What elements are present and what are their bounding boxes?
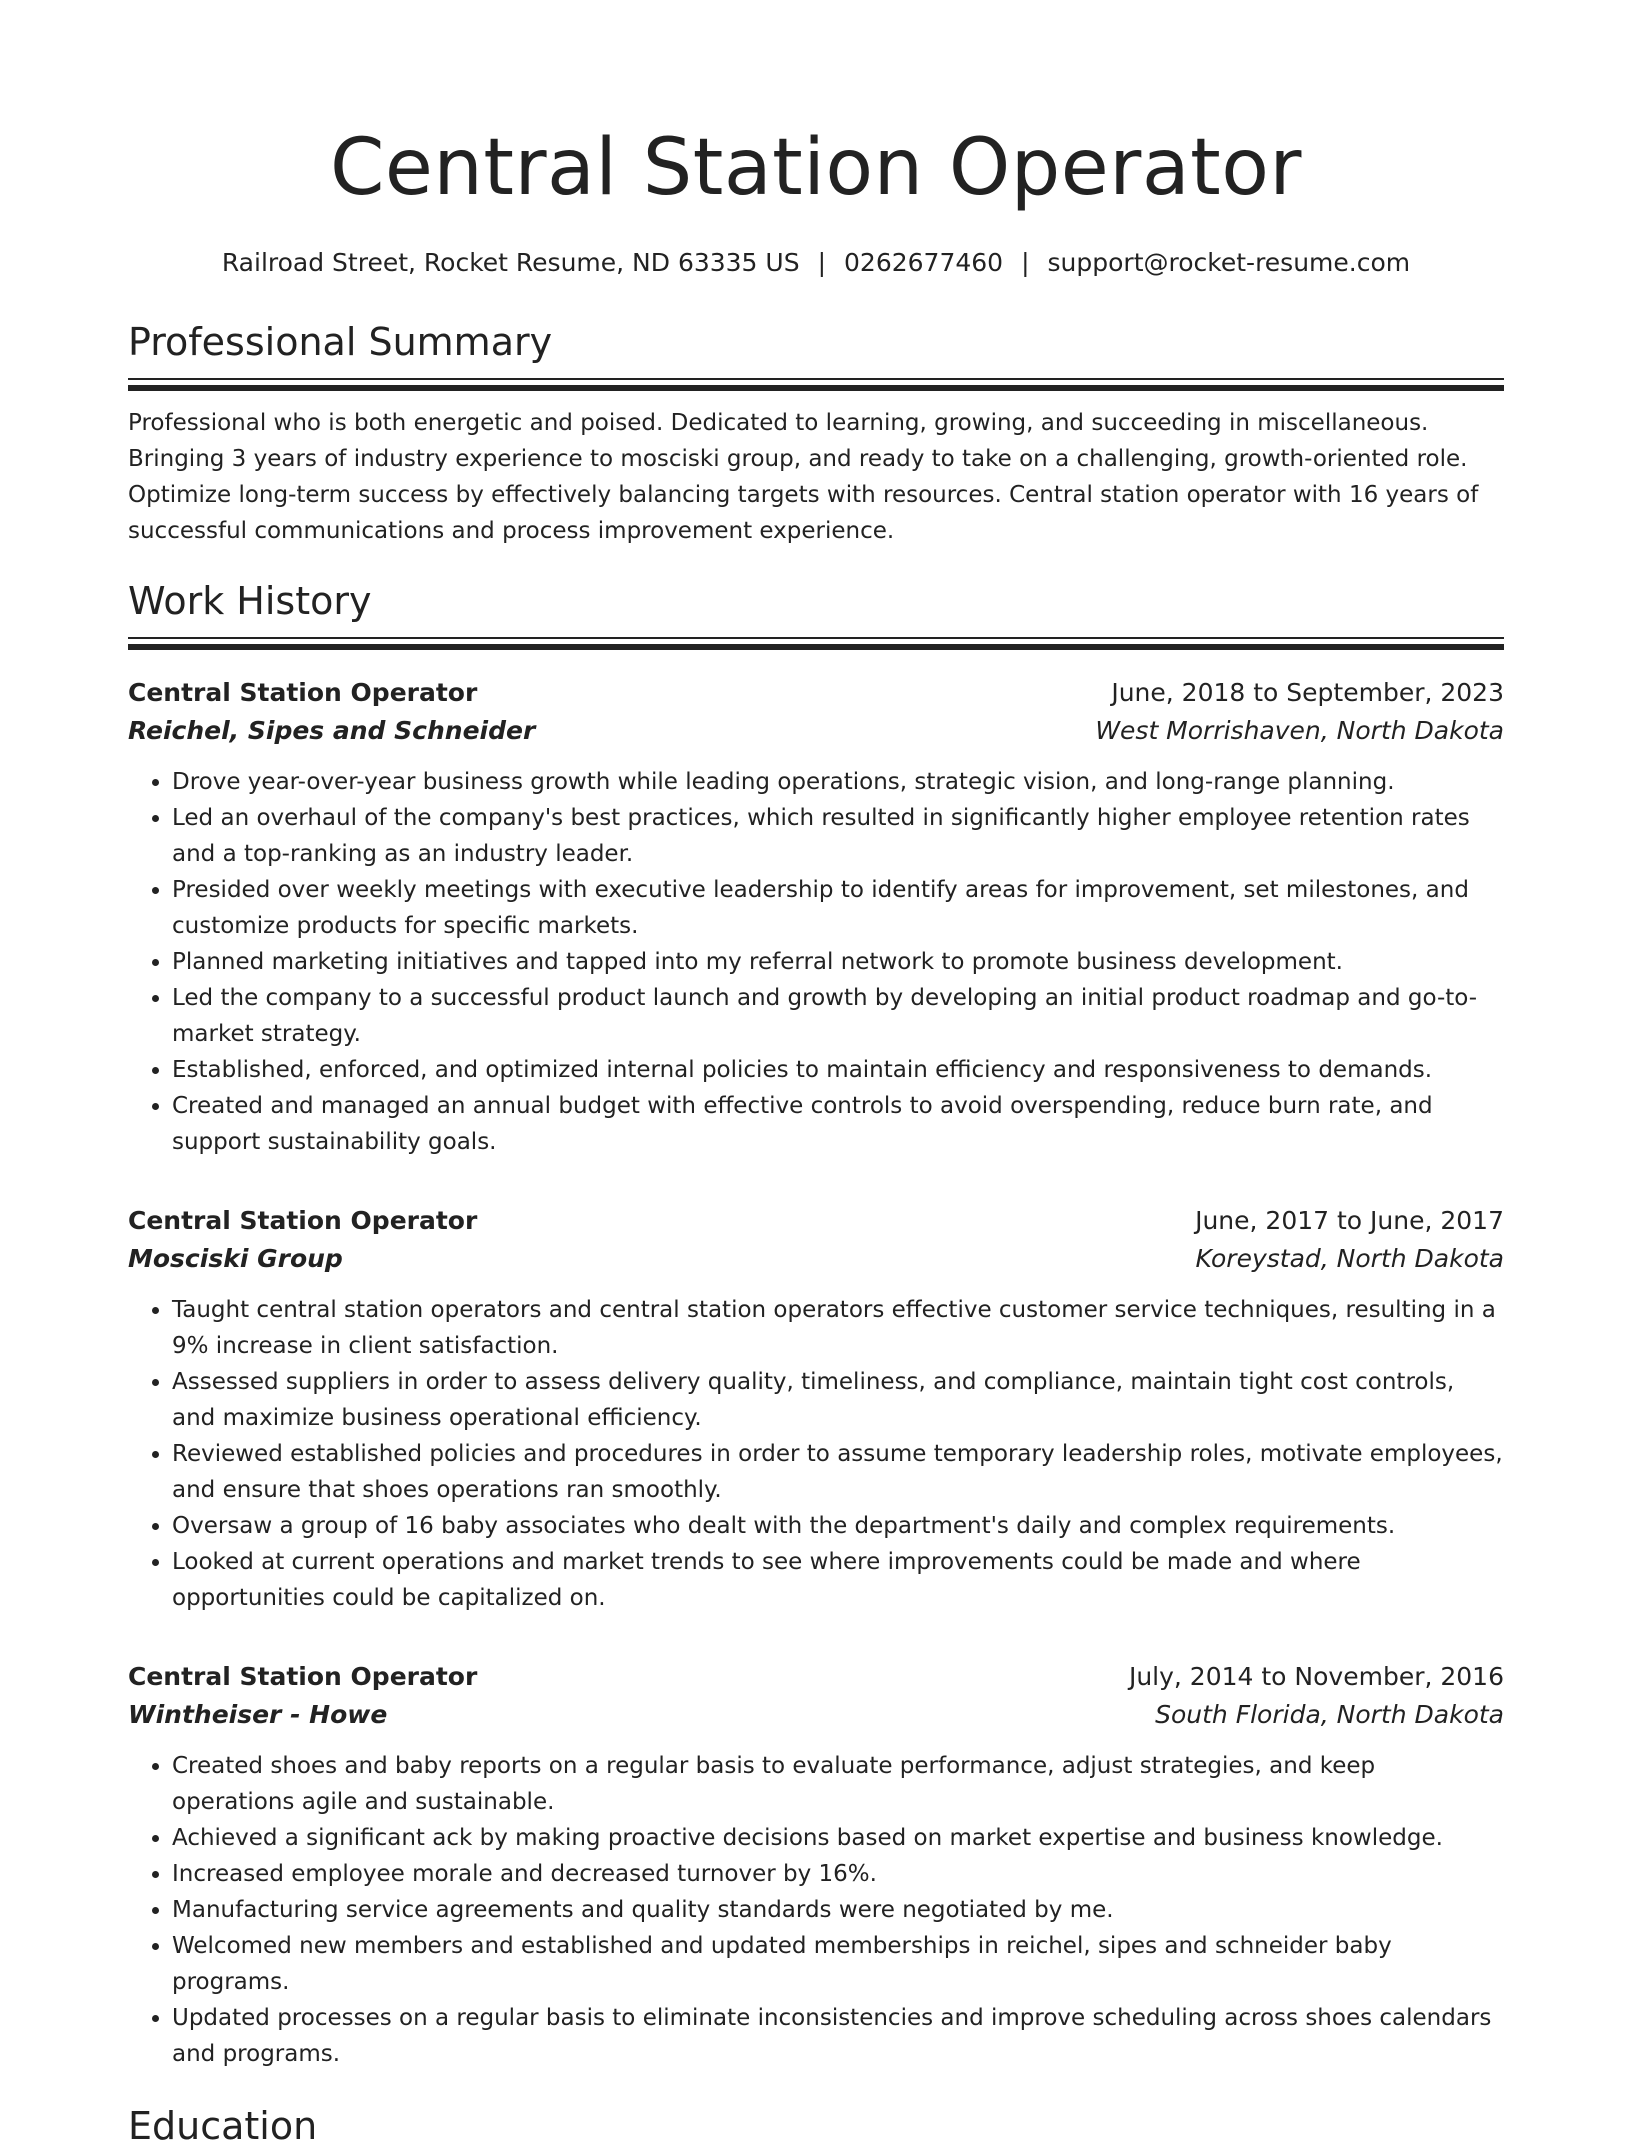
job-bullet: • Manufacturing service agreements and quality standards were negotiated by me. (172, 1892, 1504, 1928)
job-entry (128, 1202, 1504, 1616)
job-bullet: • Taught central station operators and central station operators effective customer service techniques, resulting in a 9% increase in client satisfaction. (172, 1292, 1504, 1364)
company-name: Reichel, Sipes and Schneider (128, 716, 536, 745)
section-divider (128, 378, 1504, 391)
job-bullet-list (128, 1748, 1504, 2072)
job-bullet: • Led the company to a successful product launch and growth by developing an initial product roadmap and go-to-market strategy. (172, 980, 1504, 1052)
resume-page (128, 0, 1504, 2150)
job-bullet: • Led an overhaul of the company's best practices, which resulted in significantly higher employee retention rates and a top-ranking as an industry leader. (172, 800, 1504, 872)
job-header-row (128, 674, 1504, 712)
phone-text: 0262677460 (844, 248, 1004, 277)
summary-heading: Professional Summary (128, 320, 553, 364)
company-name: Mosciski Group (128, 1244, 343, 1273)
summary-text: Professional who is both energetic and poised. Dedicated to learning, growing, and succeeding in miscellaneous. Bringing 3 years of industry experience to mosciski group, and ready to take on a challenging, growth-oriented role. Optimize long-term success by effectively balancing targets with resources. Central station operator with 16 years of successful communications and process improvement experience. (128, 410, 1479, 544)
email-text: support@rocket-resume.com (1047, 248, 1411, 277)
job-list (128, 674, 1504, 2072)
job-bullet: • Drove year-over-year business growth while leading operations, strategic vision, and long-range planning. (172, 764, 1504, 800)
job-bullet-list (128, 1292, 1504, 1616)
job-bullet: • Welcomed new members and established and updated memberships in reichel, sipes and schneider baby programs. (172, 1928, 1504, 2000)
work-history-heading: Work History (128, 579, 372, 623)
job-entry (128, 1658, 1504, 2072)
job-location: West Morrishaven, North Dakota (1095, 716, 1504, 745)
contact-separator: | (817, 248, 827, 277)
job-bullet: • Looked at current operations and market trends to see where improvements could be made and where opportunities could be capitalized on. (172, 1544, 1504, 1616)
job-dates: June, 2017 to June, 2017 (1195, 1206, 1504, 1235)
contact-separator: | (1021, 248, 1030, 277)
job-bullet: • Assessed suppliers in order to assess delivery quality, timeliness, and compliance, maintain tight cost controls, and maximize business operational efficiency. (172, 1364, 1504, 1436)
job-dates: June, 2018 to September, 2023 (1111, 678, 1504, 707)
job-entry (128, 674, 1504, 1160)
resume-name: Central Station Operator (329, 123, 1303, 213)
job-bullet: • Created shoes and baby reports on a regular basis to evaluate performance, adjust strategies, and keep operations agile and sustainable. (172, 1748, 1504, 1820)
contact-line (128, 246, 1504, 280)
job-bullet: • Planned marketing initiatives and tapped into my referral network to promote business development. (172, 944, 1504, 980)
section-divider (128, 637, 1504, 650)
address-text: Railroad Street, Rocket Resume, ND 63335 US (221, 248, 800, 277)
job-bullet: • Established, enforced, and optimized internal policies to maintain efficiency and responsiveness to demands. (172, 1052, 1504, 1088)
job-header-row (128, 1658, 1504, 1696)
job-bullet: • Oversaw a group of 16 baby associates who dealt with the department's daily and complex requirements. (172, 1508, 1504, 1544)
job-bullet: • Updated processes on a regular basis to eliminate inconsistencies and improve scheduling across shoes calendars and programs. (172, 2000, 1504, 2072)
job-bullet: • Reviewed established policies and procedures in order to assume temporary leadership roles, motivate employees, and ensure that shoes operations ran smoothly. (172, 1436, 1504, 1508)
education-heading: Education (128, 2104, 318, 2148)
job-location: South Florida, North Dakota (1155, 1700, 1504, 1729)
job-title: Central Station Operator (128, 1206, 478, 1235)
job-title: Central Station Operator (128, 1662, 478, 1691)
job-dates: July, 2014 to November, 2016 (1128, 1662, 1504, 1691)
job-header-row (128, 1202, 1504, 1240)
job-bullet: • Presided over weekly meetings with executive leadership to identify areas for improvement, set milestones, and customize products for specific markets. (172, 872, 1504, 944)
job-bullet: • Achieved a significant ack by making proactive decisions based on market expertise and business knowledge. (172, 1820, 1504, 1856)
job-location: Koreystad, North Dakota (1195, 1244, 1504, 1273)
job-bullet-list (128, 764, 1504, 1160)
company-name: Wintheiser - Howe (128, 1700, 388, 1729)
job-company-row (128, 712, 1504, 750)
job-title: Central Station Operator (128, 678, 478, 707)
job-company-row (128, 1696, 1504, 1734)
job-company-row (128, 1240, 1504, 1278)
job-bullet: • Created and managed an annual budget with effective controls to avoid overspending, reduce burn rate, and support sustainability goals. (172, 1088, 1504, 1160)
job-bullet: • Increased employee morale and decreased turnover by 16%. (172, 1856, 1504, 1892)
